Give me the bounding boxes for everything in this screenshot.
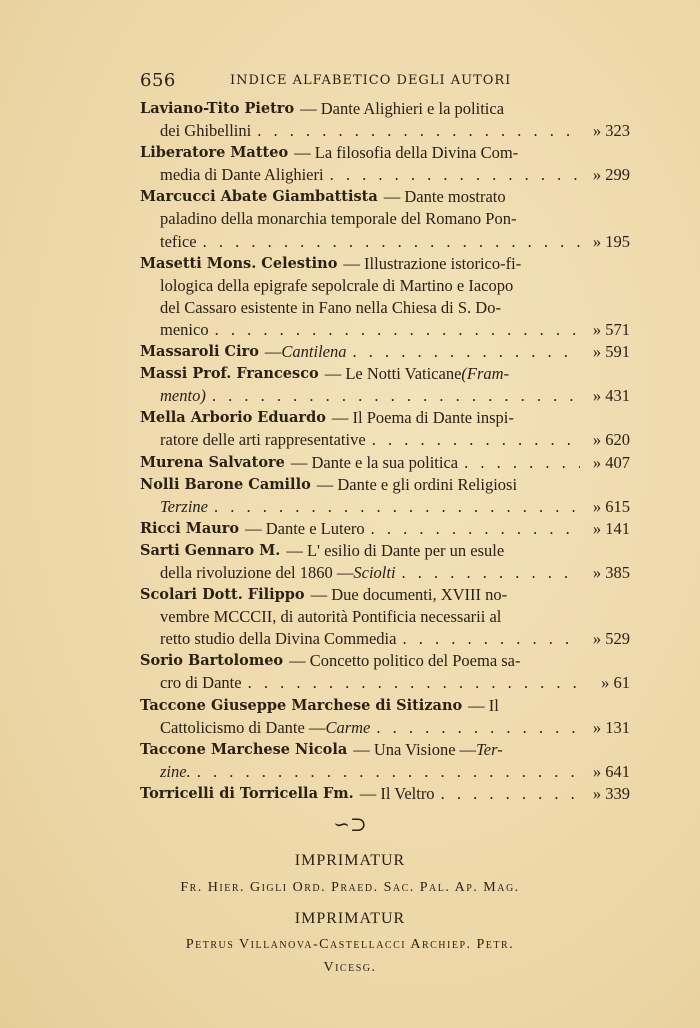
leader-dots bbox=[191, 761, 580, 783]
entry-line bbox=[140, 540, 630, 562]
index-entry bbox=[140, 186, 630, 252]
author-name: Nolli Barone Camillo bbox=[140, 475, 311, 493]
leader-dots bbox=[206, 385, 580, 407]
work-title-italic: Cantilena bbox=[281, 342, 347, 362]
imprimatur-heading-1: IMPRIMATUR bbox=[294, 852, 406, 869]
author-name: Laviano-Tito Pietro bbox=[140, 100, 295, 117]
entry-line bbox=[140, 142, 630, 164]
author-name: Sarti Gennaro M. bbox=[140, 541, 281, 559]
work-title: ratore delle arti rappresentative bbox=[160, 430, 366, 450]
work-title: — Dante e la sua politica bbox=[290, 452, 459, 472]
work-title: del Cassaro esistente in Fano nella Chiesa di S. Do- bbox=[160, 297, 501, 317]
entry-line bbox=[140, 672, 630, 694]
leader-dots bbox=[396, 628, 580, 650]
author-name: Scolari Dott. Filippo bbox=[140, 586, 305, 604]
index-entry bbox=[140, 407, 630, 451]
leader-dots bbox=[370, 717, 580, 739]
work-title-italic: Sciolti bbox=[353, 562, 396, 582]
entry-line bbox=[140, 297, 630, 319]
page-ref: » 299 bbox=[592, 165, 630, 185]
index-entry bbox=[140, 518, 630, 540]
leader-dots bbox=[251, 120, 580, 142]
index-entry bbox=[140, 739, 630, 783]
entry-line bbox=[140, 186, 630, 208]
entry-line bbox=[140, 584, 630, 606]
work-title: — Dante e Lutero bbox=[245, 518, 365, 538]
leader-dots bbox=[242, 672, 580, 694]
work-title: — Le Notti Vaticane bbox=[324, 364, 462, 384]
index-entry bbox=[140, 452, 630, 474]
page-ref: » 571 bbox=[592, 319, 630, 339]
work-title: retto studio della Divina Commedia bbox=[160, 629, 397, 649]
work-title: dei Ghibellini bbox=[160, 121, 252, 141]
leader-dots bbox=[396, 562, 580, 584]
page-ref: » 641 bbox=[592, 761, 630, 781]
work-title-italic: Ter- bbox=[476, 739, 503, 759]
page-ref: » 529 bbox=[592, 629, 630, 649]
work-title-italic: Terzine bbox=[160, 496, 208, 516]
page-ref: » 620 bbox=[592, 430, 630, 450]
work-title-italic: zine. bbox=[160, 761, 191, 781]
entry-line bbox=[140, 208, 630, 230]
entry-line bbox=[140, 474, 630, 496]
index-entry bbox=[140, 341, 630, 363]
work-title: tefice bbox=[160, 231, 197, 251]
entry-line bbox=[140, 429, 630, 451]
page-number: 656 bbox=[140, 70, 176, 91]
entry-line bbox=[140, 739, 630, 761]
work-title: — L' esilio di Dante per un esule bbox=[286, 540, 505, 560]
author-name: Sorio Bartolomeo bbox=[140, 652, 284, 670]
index-entry bbox=[140, 650, 630, 694]
imprimatur-heading-2: IMPRIMATUR bbox=[294, 910, 406, 927]
entry-line bbox=[140, 518, 630, 540]
work-title: — Il Veltro bbox=[359, 783, 435, 803]
work-title: — Il bbox=[468, 695, 499, 715]
page-ref: » 339 bbox=[592, 783, 630, 803]
work-title: vembre MCCCII, di autorità Pontificia necessarii al bbox=[160, 607, 502, 627]
page-ref: » 591 bbox=[592, 342, 630, 362]
leader-dots bbox=[197, 231, 580, 253]
leader-dots bbox=[366, 429, 580, 451]
work-title: — Dante e gli ordini Religiosi bbox=[316, 474, 518, 494]
author-name: Torricelli di Torricella Fm. bbox=[140, 784, 354, 802]
entry-line bbox=[140, 231, 630, 253]
work-title: — Concetto politico del Poema sa- bbox=[289, 651, 521, 671]
leader-dots bbox=[365, 518, 580, 540]
page-ref: » 385 bbox=[592, 562, 630, 582]
author-index-list bbox=[140, 98, 630, 805]
index-entry bbox=[140, 540, 630, 584]
author-name: Massi Prof. Francesco bbox=[140, 365, 319, 383]
page-ref: » 141 bbox=[592, 518, 630, 538]
page-ref: » 131 bbox=[592, 717, 630, 737]
imprimatur-signer-2-cont: Vicesg. bbox=[323, 960, 377, 975]
author-name: Taccone Giuseppe Marchese di Sitizano bbox=[140, 696, 463, 714]
leader-dots bbox=[458, 452, 580, 474]
work-title: media di Dante Alighieri bbox=[160, 165, 324, 185]
index-entry bbox=[140, 363, 630, 407]
entry-line bbox=[140, 363, 630, 385]
index-entry bbox=[140, 474, 630, 518]
entry-line bbox=[140, 761, 630, 783]
entry-line bbox=[140, 695, 630, 717]
leader-dots bbox=[209, 319, 580, 341]
author-name: Masetti Mons. Celestino bbox=[140, 254, 338, 272]
entry-line bbox=[140, 341, 630, 363]
leader-dots bbox=[435, 783, 580, 805]
work-title: — La filosofia della Divina Com- bbox=[294, 143, 519, 163]
author-name: Marcucci Abate Giambattista bbox=[140, 188, 378, 206]
running-title: INDICE ALFABETICO DEGLI AUTORI bbox=[230, 73, 512, 88]
author-name: Taccone Marchese Nicola bbox=[140, 740, 348, 758]
leader-dots bbox=[347, 341, 581, 363]
entry-line bbox=[140, 319, 630, 341]
page-ref: » 195 bbox=[592, 231, 630, 251]
index-entry bbox=[140, 253, 630, 341]
page-ref: » 407 bbox=[592, 452, 630, 472]
author-name: Ricci Mauro bbox=[140, 519, 240, 537]
work-title: paladino della monarchia temporale del Romano Pon- bbox=[160, 209, 517, 229]
entry-line bbox=[140, 628, 630, 650]
work-title: — bbox=[264, 342, 282, 362]
entry-line bbox=[140, 606, 630, 628]
page-ref: » 431 bbox=[592, 386, 630, 406]
page-ref: » 323 bbox=[592, 121, 630, 141]
entry-line bbox=[140, 783, 630, 805]
entry-line bbox=[140, 452, 630, 474]
entry-line bbox=[140, 98, 630, 120]
work-title: — Dante mostrato bbox=[383, 187, 506, 207]
entry-line bbox=[140, 407, 630, 429]
entry-line bbox=[140, 385, 630, 407]
work-title-italic: Carme bbox=[325, 717, 371, 737]
entry-line bbox=[140, 562, 630, 584]
work-title: — Illustrazione istorico-fi- bbox=[343, 253, 522, 273]
work-title: lologica della epigrafe sepolcrale di Martino e Iacopo bbox=[160, 275, 514, 295]
imprimatur-signer-1: Fr. Hier. Gigli Ord. Praed. Sac. Pal. Ap. Mag. bbox=[180, 880, 520, 895]
leader-dots bbox=[324, 164, 580, 186]
entry-line bbox=[140, 164, 630, 186]
entry-line bbox=[140, 275, 630, 297]
leader-dots bbox=[208, 496, 580, 518]
entry-line bbox=[140, 120, 630, 142]
work-title-italic: (Fram- bbox=[461, 364, 510, 384]
author-name: Liberatore Matteo bbox=[140, 144, 289, 162]
work-title: — Dante Alighieri e la politica bbox=[300, 99, 505, 118]
work-title: — Una Visione — bbox=[353, 739, 477, 759]
ornament-flourish: ∽⊃ bbox=[333, 812, 367, 836]
index-entry bbox=[140, 142, 630, 186]
work-title: — Il Poema di Dante inspi- bbox=[331, 408, 514, 428]
entry-line bbox=[140, 253, 630, 275]
index-entry bbox=[140, 98, 630, 142]
author-name: Massaroli Ciro bbox=[140, 343, 259, 361]
work-title: cro di Dante bbox=[160, 673, 242, 693]
author-name: Mella Arborio Eduardo bbox=[140, 409, 326, 427]
imprimatur-signer-2: Petrus Villanova-Castellacci Archiep. Petr. bbox=[185, 937, 515, 952]
page-ref: » 61 bbox=[601, 673, 630, 693]
page-ref: » 615 bbox=[592, 496, 630, 516]
work-title: menico bbox=[160, 319, 209, 339]
entry-line bbox=[140, 650, 630, 672]
entry-line bbox=[140, 496, 630, 518]
index-entry bbox=[140, 584, 630, 650]
work-title-italic: mento) bbox=[160, 386, 206, 406]
work-title: della rivoluzione del 1860 — bbox=[160, 562, 354, 582]
entry-line bbox=[140, 717, 630, 739]
index-entry bbox=[140, 695, 630, 739]
work-title: — Due documenti, XVIII no- bbox=[310, 585, 508, 605]
work-title: Cattolicismo di Dante — bbox=[160, 717, 326, 737]
author-name: Murena Salvatore bbox=[140, 453, 285, 471]
index-entry bbox=[140, 783, 630, 805]
